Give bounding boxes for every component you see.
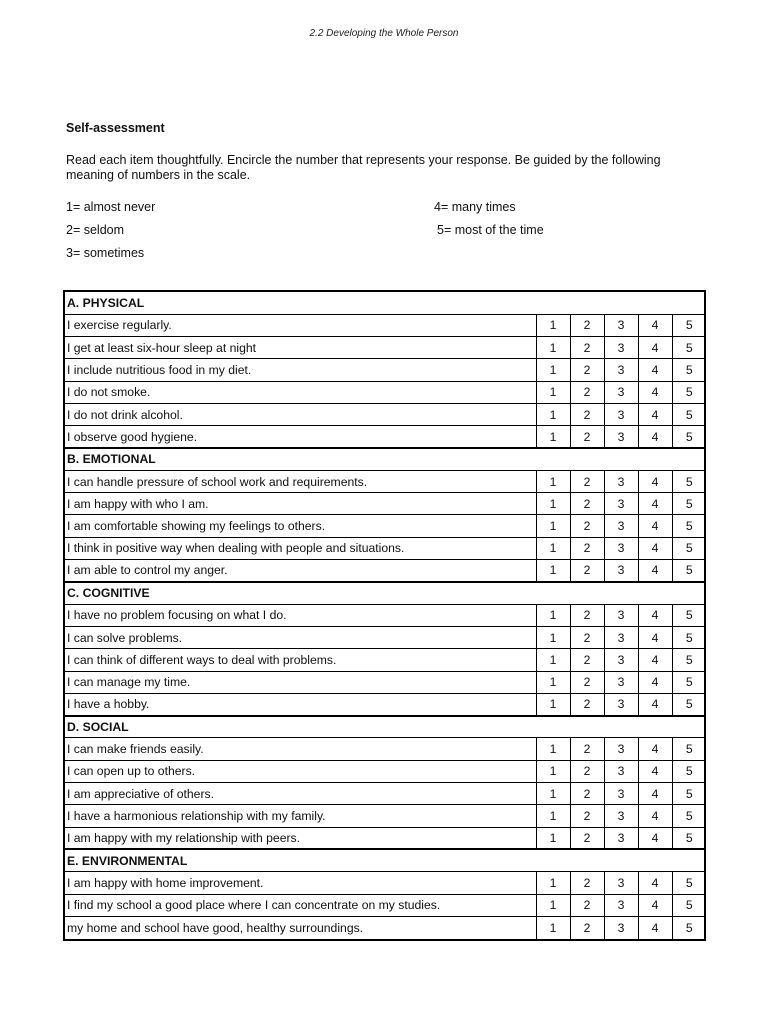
rating-option-1[interactable]: 1: [536, 381, 570, 403]
rating-option-5[interactable]: 5: [672, 403, 706, 425]
rating-option-4[interactable]: 4: [638, 760, 672, 782]
assessment-row: [65, 872, 706, 894]
assessment-statement: I have a hobby.: [65, 693, 536, 715]
rating-option-1[interactable]: 1: [536, 827, 570, 849]
assessment-statement: I can handle pressure of school work and requirements.: [65, 470, 536, 492]
rating-option-2[interactable]: 2: [570, 671, 604, 693]
rating-option-3[interactable]: 3: [604, 337, 638, 359]
rating-option-1[interactable]: 1: [536, 403, 570, 425]
assessment-row: [65, 403, 706, 425]
rating-option-1[interactable]: 1: [536, 515, 570, 537]
assessment-table: [63, 290, 706, 941]
rating-option-3[interactable]: 3: [604, 493, 638, 515]
rating-option-2[interactable]: 2: [570, 783, 604, 805]
rating-option-5[interactable]: 5: [672, 693, 706, 715]
rating-option-2[interactable]: 2: [570, 515, 604, 537]
assessment-table-body: [65, 292, 706, 939]
rating-option-3[interactable]: 3: [604, 314, 638, 336]
rating-option-4[interactable]: 4: [638, 916, 672, 938]
rating-option-3[interactable]: 3: [604, 403, 638, 425]
assessment-row: [65, 560, 706, 582]
scale-item-3: 3= sometimes: [66, 246, 145, 260]
assessment-statement: I am happy with home improvement.: [65, 872, 536, 894]
rating-option-2[interactable]: 2: [570, 314, 604, 336]
category-title: C. COGNITIVE: [65, 582, 706, 604]
assessment-statement: I find my school a good place where I can concentrate on my studies.: [65, 894, 536, 916]
category-title: D. SOCIAL: [65, 716, 706, 738]
scale-item-2: 2= seldom: [66, 223, 125, 237]
rating-option-1[interactable]: 1: [536, 359, 570, 381]
rating-option-1[interactable]: 1: [536, 805, 570, 827]
rating-option-1[interactable]: 1: [536, 626, 570, 648]
rating-option-4[interactable]: 4: [638, 805, 672, 827]
rating-option-2[interactable]: 2: [570, 560, 604, 582]
scale-item-5: 5= most of the time: [437, 223, 544, 237]
rating-option-1[interactable]: 1: [536, 894, 570, 916]
rating-option-5[interactable]: 5: [672, 626, 706, 648]
rating-option-4[interactable]: 4: [638, 515, 672, 537]
rating-option-3[interactable]: 3: [604, 381, 638, 403]
rating-option-2[interactable]: 2: [570, 426, 604, 448]
assessment-row: [65, 693, 706, 715]
rating-option-3[interactable]: 3: [604, 649, 638, 671]
assessment-statement: I have a harmonious relationship with my family.: [65, 805, 536, 827]
assessment-row: [65, 894, 706, 916]
rating-option-2[interactable]: 2: [570, 359, 604, 381]
rating-option-1[interactable]: 1: [536, 671, 570, 693]
rating-option-3[interactable]: 3: [604, 470, 638, 492]
rating-option-3[interactable]: 3: [604, 783, 638, 805]
rating-option-2[interactable]: 2: [570, 872, 604, 894]
assessment-statement: I observe good hygiene.: [65, 426, 536, 448]
rating-option-5[interactable]: 5: [672, 872, 706, 894]
rating-option-5[interactable]: 5: [672, 916, 706, 938]
rating-option-4[interactable]: 4: [638, 604, 672, 626]
assessment-statement: I can think of different ways to deal with problems.: [65, 649, 536, 671]
rating-option-5[interactable]: 5: [672, 381, 706, 403]
rating-option-4[interactable]: 4: [638, 337, 672, 359]
rating-option-2[interactable]: 2: [570, 649, 604, 671]
rating-option-4[interactable]: 4: [638, 314, 672, 336]
rating-option-2[interactable]: 2: [570, 894, 604, 916]
assessment-row: [65, 783, 706, 805]
rating-option-4[interactable]: 4: [638, 426, 672, 448]
running-header: 2.2 Developing the Whole Person: [309, 28, 459, 39]
rating-option-3[interactable]: 3: [604, 693, 638, 715]
rating-option-3[interactable]: 3: [604, 626, 638, 648]
category-title: E. ENVIRONMENTAL: [65, 849, 706, 871]
category-row: [65, 582, 706, 604]
rating-option-4[interactable]: 4: [638, 649, 672, 671]
assessment-row: [65, 827, 706, 849]
rating-option-2[interactable]: 2: [570, 537, 604, 559]
rating-option-1[interactable]: 1: [536, 426, 570, 448]
rating-option-3[interactable]: 3: [604, 560, 638, 582]
rating-option-5[interactable]: 5: [672, 604, 706, 626]
rating-option-5[interactable]: 5: [672, 470, 706, 492]
rating-option-3[interactable]: 3: [604, 872, 638, 894]
assessment-row: [65, 760, 706, 782]
assessment-row: [65, 738, 706, 760]
rating-option-1[interactable]: 1: [536, 693, 570, 715]
rating-option-2[interactable]: 2: [570, 805, 604, 827]
rating-option-4[interactable]: 4: [638, 827, 672, 849]
assessment-statement: I am comfortable showing my feelings to others.: [65, 515, 536, 537]
rating-option-1[interactable]: 1: [536, 314, 570, 336]
rating-option-1[interactable]: 1: [536, 783, 570, 805]
category-title: B. EMOTIONAL: [65, 448, 706, 470]
rating-option-2[interactable]: 2: [570, 626, 604, 648]
category-row: [65, 448, 706, 470]
assessment-row: [65, 626, 706, 648]
rating-option-3[interactable]: 3: [604, 916, 638, 938]
rating-option-5[interactable]: 5: [672, 359, 706, 381]
rating-option-4[interactable]: 4: [638, 783, 672, 805]
rating-option-1[interactable]: 1: [536, 760, 570, 782]
rating-option-4[interactable]: 4: [638, 894, 672, 916]
rating-option-4[interactable]: 4: [638, 626, 672, 648]
rating-option-5[interactable]: 5: [672, 337, 706, 359]
assessment-statement: I can solve problems.: [65, 626, 536, 648]
rating-option-3[interactable]: 3: [604, 537, 638, 559]
rating-option-5[interactable]: 5: [672, 783, 706, 805]
assessment-row: [65, 537, 706, 559]
rating-option-5[interactable]: 5: [672, 560, 706, 582]
assessment-statement: I can make friends easily.: [65, 738, 536, 760]
rating-option-2[interactable]: 2: [570, 493, 604, 515]
rating-option-2[interactable]: 2: [570, 827, 604, 849]
rating-option-4[interactable]: 4: [638, 872, 672, 894]
scale-item-1: 1= almost never: [66, 200, 156, 214]
assessment-statement: I do not smoke.: [65, 381, 536, 403]
rating-option-5[interactable]: 5: [672, 426, 706, 448]
rating-option-5[interactable]: 5: [672, 738, 706, 760]
assessment-row: [65, 805, 706, 827]
category-title: A. PHYSICAL: [65, 292, 706, 314]
assessment-row: [65, 916, 706, 938]
rating-option-3[interactable]: 3: [604, 805, 638, 827]
assessment-statement: my home and school have good, healthy surroundings.: [65, 916, 536, 938]
rating-option-3[interactable]: 3: [604, 894, 638, 916]
assessment-statement: I do not drink alcohol.: [65, 403, 536, 425]
category-row: [65, 849, 706, 871]
rating-option-4[interactable]: 4: [638, 693, 672, 715]
assessment-row: [65, 515, 706, 537]
instructions-text: Read each item thoughtfully. Encircle the number that represents your response. Be guided by the following meaning of numbers in the scale.: [66, 153, 661, 182]
rating-option-1[interactable]: 1: [536, 560, 570, 582]
rating-option-5[interactable]: 5: [672, 671, 706, 693]
rating-option-1[interactable]: 1: [536, 604, 570, 626]
rating-option-2[interactable]: 2: [570, 738, 604, 760]
rating-option-2[interactable]: 2: [570, 916, 604, 938]
category-row: [65, 292, 706, 314]
rating-option-2[interactable]: 2: [570, 604, 604, 626]
rating-option-5[interactable]: 5: [672, 493, 706, 515]
rating-option-5[interactable]: 5: [672, 649, 706, 671]
rating-option-1[interactable]: 1: [536, 493, 570, 515]
rating-option-1[interactable]: 1: [536, 470, 570, 492]
assessment-row: [65, 671, 706, 693]
rating-option-3[interactable]: 3: [604, 738, 638, 760]
assessment-statement: I am happy with who I am.: [65, 493, 536, 515]
assessment-statement: I am happy with my relationship with peers.: [65, 827, 536, 849]
assessment-row: [65, 314, 706, 336]
section-title: Self-assessment: [66, 121, 165, 135]
rating-option-4[interactable]: 4: [638, 381, 672, 403]
rating-option-1[interactable]: 1: [536, 537, 570, 559]
rating-option-4[interactable]: 4: [638, 359, 672, 381]
assessment-statement: I exercise regularly.: [65, 314, 536, 336]
rating-option-4[interactable]: 4: [638, 493, 672, 515]
rating-option-2[interactable]: 2: [570, 403, 604, 425]
assessment-statement: I am appreciative of others.: [65, 783, 536, 805]
rating-option-1[interactable]: 1: [536, 872, 570, 894]
rating-option-5[interactable]: 5: [672, 515, 706, 537]
rating-option-3[interactable]: 3: [604, 515, 638, 537]
assessment-row: [65, 470, 706, 492]
rating-option-4[interactable]: 4: [638, 470, 672, 492]
assessment-statement: I can manage my time.: [65, 671, 536, 693]
assessment-statement: I think in positive way when dealing with people and situations.: [65, 537, 536, 559]
rating-option-1[interactable]: 1: [536, 649, 570, 671]
assessment-statement: I include nutritious food in my diet.: [65, 359, 536, 381]
rating-option-5[interactable]: 5: [672, 537, 706, 559]
assessment-statement: I am able to control my anger.: [65, 560, 536, 582]
rating-option-4[interactable]: 4: [638, 403, 672, 425]
rating-option-2[interactable]: 2: [570, 337, 604, 359]
rating-option-3[interactable]: 3: [604, 359, 638, 381]
rating-option-3[interactable]: 3: [604, 426, 638, 448]
rating-option-1[interactable]: 1: [536, 738, 570, 760]
rating-option-3[interactable]: 3: [604, 604, 638, 626]
assessment-row: [65, 649, 706, 671]
rating-option-2[interactable]: 2: [570, 470, 604, 492]
rating-option-5[interactable]: 5: [672, 314, 706, 336]
scale-item-4: 4= many times: [434, 200, 516, 214]
rating-option-3[interactable]: 3: [604, 827, 638, 849]
assessment-statement: I get at least six-hour sleep at night: [65, 337, 536, 359]
rating-option-5[interactable]: 5: [672, 827, 706, 849]
assessment-row: [65, 381, 706, 403]
rating-option-4[interactable]: 4: [638, 560, 672, 582]
assessment-statement: I have no problem focusing on what I do.: [65, 604, 536, 626]
assessment-row: [65, 604, 706, 626]
rating-option-4[interactable]: 4: [638, 738, 672, 760]
assessment-row: [65, 493, 706, 515]
rating-option-1[interactable]: 1: [536, 337, 570, 359]
category-row: [65, 716, 706, 738]
rating-option-2[interactable]: 2: [570, 693, 604, 715]
rating-option-5[interactable]: 5: [672, 894, 706, 916]
rating-option-4[interactable]: 4: [638, 671, 672, 693]
rating-option-3[interactable]: 3: [604, 671, 638, 693]
rating-option-3[interactable]: 3: [604, 760, 638, 782]
rating-option-5[interactable]: 5: [672, 805, 706, 827]
assessment-row: [65, 426, 706, 448]
assessment-row: [65, 337, 706, 359]
rating-option-2[interactable]: 2: [570, 381, 604, 403]
assessment-row: [65, 359, 706, 381]
rating-option-4[interactable]: 4: [638, 537, 672, 559]
rating-option-5[interactable]: 5: [672, 760, 706, 782]
assessment-statement: I can open up to others.: [65, 760, 536, 782]
rating-option-1[interactable]: 1: [536, 916, 570, 938]
rating-option-2[interactable]: 2: [570, 760, 604, 782]
